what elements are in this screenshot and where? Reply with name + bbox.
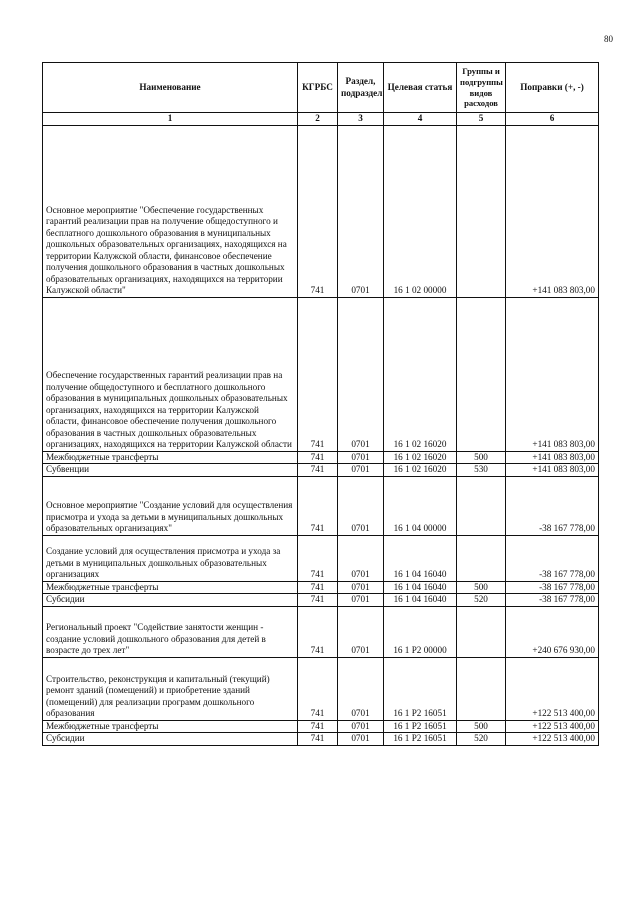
header-amendments: Поправки (+, -) bbox=[506, 63, 599, 113]
row-name: Субвенции bbox=[43, 464, 298, 477]
row-target: 16 1 04 16040 bbox=[384, 581, 457, 594]
row-name: Создание условий для осуществления присмотра и ухода за детьми в муниципальных дошкольных образовательных организациях bbox=[43, 535, 298, 581]
table-row bbox=[43, 594, 599, 607]
header-target: Целевая статья bbox=[384, 63, 457, 113]
row-name: Региональный проект "Содействие занятости женщин - создание условий дошкольного образования для детей в возрасте до трех лет" bbox=[43, 606, 298, 657]
row-amount: +122 513 400,00 bbox=[506, 733, 599, 746]
row-group bbox=[457, 657, 506, 720]
row-amount: +141 083 803,00 bbox=[506, 297, 599, 451]
row-section: 0701 bbox=[338, 125, 384, 297]
row-section: 0701 bbox=[338, 594, 384, 607]
row-name: Межбюджетные трансферты bbox=[43, 451, 298, 464]
table-row bbox=[43, 125, 599, 297]
row-target: 16 1 P2 00000 bbox=[384, 606, 457, 657]
table-row bbox=[43, 720, 599, 733]
row-name: Основное мероприятие "Обеспечение государственных гарантий реализации прав на получение общедоступного и бесплатного дошкольного образования в муниципальных дошкольных образовательных организациях, находящихся на территории Калужской области, финансовое обеспечение получения дошкольного образования в частных дошкольных образовательных организациях, находящихся на территории Калужской области" bbox=[43, 125, 298, 297]
row-section: 0701 bbox=[338, 733, 384, 746]
table-row bbox=[43, 581, 599, 594]
row-kgrbs: 741 bbox=[298, 594, 338, 607]
row-kgrbs: 741 bbox=[298, 535, 338, 581]
row-group bbox=[457, 125, 506, 297]
row-target: 16 1 04 16040 bbox=[384, 594, 457, 607]
row-section: 0701 bbox=[338, 720, 384, 733]
row-group bbox=[457, 535, 506, 581]
row-amount: +122 513 400,00 bbox=[506, 657, 599, 720]
row-kgrbs: 741 bbox=[298, 581, 338, 594]
column-number: 4 bbox=[384, 113, 457, 126]
row-name: Межбюджетные трансферты bbox=[43, 581, 298, 594]
row-amount: +122 513 400,00 bbox=[506, 720, 599, 733]
row-section: 0701 bbox=[338, 476, 384, 535]
row-amount: -38 167 778,00 bbox=[506, 535, 599, 581]
table-row bbox=[43, 733, 599, 746]
row-kgrbs: 741 bbox=[298, 476, 338, 535]
row-kgrbs: 741 bbox=[298, 733, 338, 746]
header-section: Раздел, подраздел bbox=[338, 63, 384, 113]
row-group: 520 bbox=[457, 733, 506, 746]
row-name: Строительство, реконструкция и капитальный (текущий) ремонт зданий (помещений) и приобретение зданий (помещений) для реализации программ дошкольного образования bbox=[43, 657, 298, 720]
row-amount: -38 167 778,00 bbox=[506, 581, 599, 594]
table-row bbox=[43, 535, 599, 581]
row-kgrbs: 741 bbox=[298, 657, 338, 720]
row-group bbox=[457, 476, 506, 535]
column-number: 5 bbox=[457, 113, 506, 126]
row-target: 16 1 02 16020 bbox=[384, 297, 457, 451]
row-target: 16 1 02 16020 bbox=[384, 464, 457, 477]
row-group: 500 bbox=[457, 720, 506, 733]
row-group: 500 bbox=[457, 451, 506, 464]
row-name: Субсидии bbox=[43, 594, 298, 607]
row-name: Межбюджетные трансферты bbox=[43, 720, 298, 733]
row-group bbox=[457, 606, 506, 657]
row-section: 0701 bbox=[338, 581, 384, 594]
table-row bbox=[43, 451, 599, 464]
row-target: 16 1 P2 16051 bbox=[384, 720, 457, 733]
row-name: Основное мероприятие "Создание условий для осуществления присмотра и ухода за детьми в муниципальных дошкольных образовательных организациях" bbox=[43, 476, 298, 535]
row-target: 16 1 04 16040 bbox=[384, 535, 457, 581]
table-row bbox=[43, 297, 599, 451]
budget-amendments-table bbox=[42, 62, 599, 746]
header-name: Наименование bbox=[43, 63, 298, 113]
row-kgrbs: 741 bbox=[298, 606, 338, 657]
column-number: 1 bbox=[43, 113, 298, 126]
row-kgrbs: 741 bbox=[298, 297, 338, 451]
row-section: 0701 bbox=[338, 606, 384, 657]
table-row bbox=[43, 476, 599, 535]
column-number-row bbox=[43, 113, 599, 126]
row-section: 0701 bbox=[338, 451, 384, 464]
row-target: 16 1 P2 16051 bbox=[384, 733, 457, 746]
table-row bbox=[43, 657, 599, 720]
row-kgrbs: 741 bbox=[298, 464, 338, 477]
row-amount: +141 083 803,00 bbox=[506, 464, 599, 477]
table-row bbox=[43, 606, 599, 657]
header-groups: Группы и подгруппы видов расходов bbox=[457, 63, 506, 113]
row-target: 16 1 P2 16051 bbox=[384, 657, 457, 720]
row-name: Субсидии bbox=[43, 733, 298, 746]
row-kgrbs: 741 bbox=[298, 720, 338, 733]
page-number: 80 bbox=[604, 34, 613, 44]
table-row bbox=[43, 464, 599, 477]
column-number: 3 bbox=[338, 113, 384, 126]
row-amount: -38 167 778,00 bbox=[506, 476, 599, 535]
row-kgrbs: 741 bbox=[298, 451, 338, 464]
row-group bbox=[457, 297, 506, 451]
row-section: 0701 bbox=[338, 657, 384, 720]
row-section: 0701 bbox=[338, 535, 384, 581]
row-kgrbs: 741 bbox=[298, 125, 338, 297]
row-amount: +141 083 803,00 bbox=[506, 451, 599, 464]
row-amount: +141 083 803,00 bbox=[506, 125, 599, 297]
row-target: 16 1 02 00000 bbox=[384, 125, 457, 297]
row-amount: -38 167 778,00 bbox=[506, 594, 599, 607]
row-group: 520 bbox=[457, 594, 506, 607]
row-target: 16 1 04 00000 bbox=[384, 476, 457, 535]
row-group: 500 bbox=[457, 581, 506, 594]
row-section: 0701 bbox=[338, 464, 384, 477]
header-kgrbs: КГРБС bbox=[298, 63, 338, 113]
column-number: 6 bbox=[506, 113, 599, 126]
row-section: 0701 bbox=[338, 297, 384, 451]
row-amount: +240 676 930,00 bbox=[506, 606, 599, 657]
table-header-row bbox=[43, 63, 599, 113]
row-name: Обеспечение государственных гарантий реализации прав на получение общедоступного и бесплатного дошкольного образования в муниципальных дошкольных образовательных организациях, находящихся на территории Калужской области, финансовое обеспечение получения дошкольного образования в частных дошкольных образовательных организациях, находящихся на территории Калужской области bbox=[43, 297, 298, 451]
row-group: 530 bbox=[457, 464, 506, 477]
row-target: 16 1 02 16020 bbox=[384, 451, 457, 464]
column-number: 2 bbox=[298, 113, 338, 126]
